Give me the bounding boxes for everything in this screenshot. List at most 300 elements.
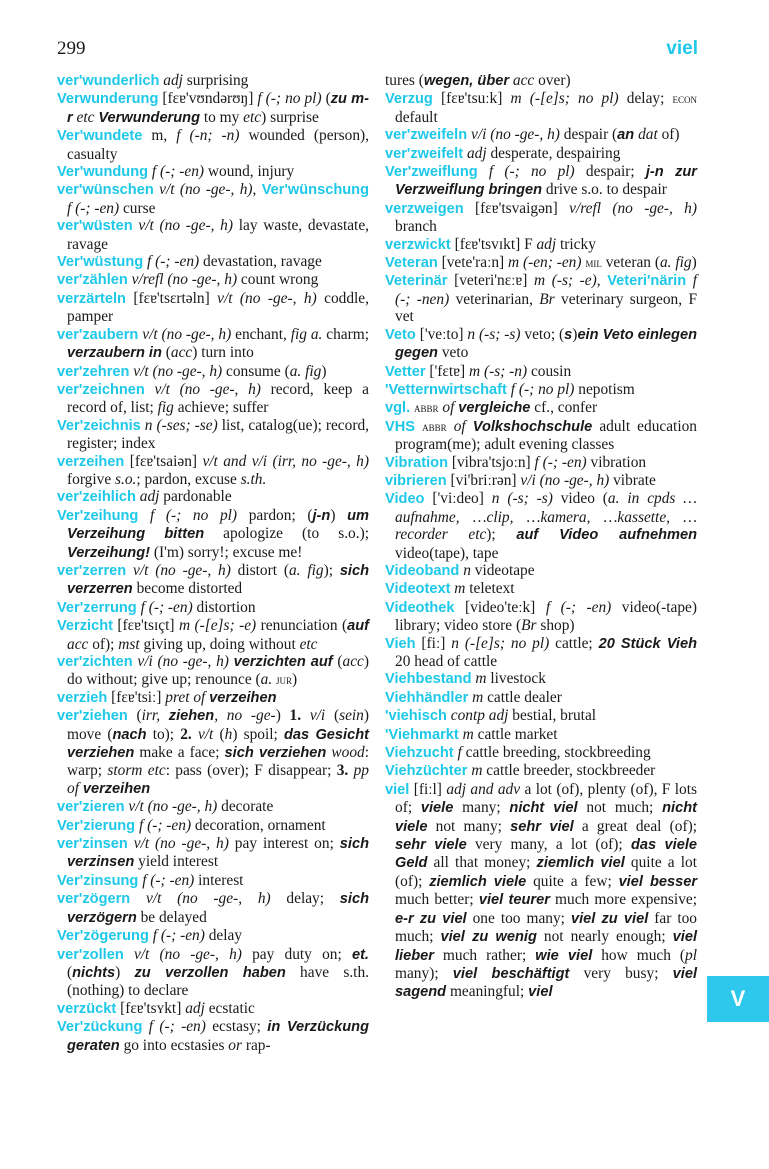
dictionary-entry <box>57 507 369 562</box>
entry-text: forgive <box>67 470 116 488</box>
entry-text <box>301 707 310 724</box>
dictionary-entry <box>57 253 369 271</box>
grammar-label: or <box>228 1036 242 1054</box>
entry-text: ); <box>486 526 517 544</box>
field-label: jur <box>276 672 293 688</box>
headword: Ver'zeichnis <box>57 417 141 434</box>
entry-text: wounded (person), casualty <box>67 127 369 163</box>
grammar-label: v/i (no -ge-, h) <box>471 126 560 144</box>
entry-text: 1. <box>289 707 302 725</box>
grammar-label: Br <box>521 617 537 635</box>
entry-text: of); <box>88 635 119 653</box>
grammar-label: m <box>472 688 484 706</box>
dictionary-entry <box>57 163 369 181</box>
entry-text: [fɛɐ'tsɪçt] <box>112 617 179 635</box>
headword: verzieh <box>57 689 108 706</box>
example-phrase: das Gesicht verziehen <box>67 726 369 762</box>
dictionary-entry <box>385 689 697 707</box>
dictionary-entry <box>57 72 369 90</box>
entry-text: pay interest on; <box>228 835 340 853</box>
dictionary-entry <box>385 744 697 762</box>
headword: ver'wunderlich <box>57 73 160 89</box>
dictionary-entry <box>385 762 697 780</box>
entry-text: over) <box>534 72 571 89</box>
dictionary-entry <box>57 417 369 453</box>
example-phrase: ziemlich viele <box>429 873 527 890</box>
headword: Vieh <box>385 635 416 652</box>
headword: verzückt <box>57 1000 117 1017</box>
entry-text: desperate, despairing <box>486 144 621 162</box>
headword: Veto <box>385 326 416 343</box>
headword: verzärteln <box>57 290 126 307</box>
dictionary-entry <box>385 254 697 272</box>
headword: Ver'wundung <box>57 164 149 181</box>
example-phrase: viel sagend <box>395 965 697 1001</box>
dictionary-entry <box>57 872 369 890</box>
headword: ver'zählen <box>57 272 128 289</box>
dictionary-entry <box>385 200 697 236</box>
entry-text: cousin <box>527 362 572 380</box>
example-phrase: s <box>564 326 573 343</box>
grammar-label: v/t (no -ge-, h) <box>138 217 233 235</box>
dictionary-entry <box>57 817 369 835</box>
headword: Viehzucht <box>385 745 454 762</box>
grammar-label: m <box>462 725 474 743</box>
example-phrase: sich verziehen <box>224 745 327 762</box>
headword: ver'zerren <box>57 562 127 579</box>
grammar-label: adj <box>163 72 183 89</box>
grammar-label: dat <box>638 126 658 144</box>
entry-text: distortion <box>192 598 256 616</box>
example-phrase: 20 Stück Vieh <box>598 635 698 652</box>
entry-text: become distorted <box>132 580 243 598</box>
entry-text: all that money; <box>427 854 537 872</box>
headword: ver'zweifeln <box>385 127 468 144</box>
entry-text: a great deal (of); <box>573 817 697 835</box>
entry-text: default <box>395 108 438 126</box>
entry-text: one too many; <box>466 909 571 927</box>
dictionary-entry <box>385 490 697 562</box>
entry-text: go into ecstasies <box>119 1036 229 1054</box>
grammar-label: mst <box>118 635 140 653</box>
example-phrase: ziehen <box>168 708 215 725</box>
dictionary-entry <box>385 126 697 144</box>
headword: ver'zeihlich <box>57 489 136 506</box>
entry-text: ecstatic <box>204 999 255 1017</box>
example-phrase: auf Video aufnehmen <box>516 527 697 544</box>
entry-text: vibrate <box>609 471 656 489</box>
grammar-label: m (-[e]s; no pl) <box>510 90 619 108</box>
dictionary-entry <box>385 163 697 200</box>
grammar-label: f (-; no pl) <box>510 380 575 398</box>
dictionary-entry <box>385 272 697 325</box>
field-label: abbr <box>414 400 439 416</box>
entry-text: rap- <box>241 1036 271 1054</box>
example-phrase: Volkshochschule <box>472 418 593 435</box>
entry-text: wound, injury <box>204 163 295 181</box>
grammar-label: Br <box>539 290 555 308</box>
running-head: viel <box>666 38 698 59</box>
grammar-label: f (-; no pl) <box>149 506 238 524</box>
example-phrase: viele <box>420 800 454 817</box>
grammar-label: v/i (no -ge-, h) <box>520 471 610 489</box>
grammar-label: acc <box>170 344 193 362</box>
headword: Ver'zerrung <box>57 599 137 616</box>
entry-text <box>145 381 155 398</box>
entry-text: video(tape), tape <box>395 544 499 562</box>
grammar-label: f <box>457 744 462 762</box>
headword: ver'wüsten <box>57 218 133 235</box>
entry-text: achieve; suffer <box>173 399 269 417</box>
example-phrase: viel zu wenig <box>440 929 537 946</box>
entry-text: ['viːdeo] <box>424 490 492 508</box>
entry-text: videotape <box>470 561 535 579</box>
grammar-label: acc <box>342 653 364 670</box>
entry-text <box>138 507 150 524</box>
headword: ver'zehren <box>57 363 130 380</box>
dictionary-entry <box>385 72 697 90</box>
entry-text: tures ( <box>385 72 424 89</box>
headword: viel <box>385 781 410 798</box>
example-phrase: verzaubern in <box>67 345 162 362</box>
grammar-label: v/t (no -ge-, h) <box>133 945 242 963</box>
dictionary-entry <box>57 363 369 381</box>
example-phrase: Verzeihung! <box>67 544 150 561</box>
headword: vibrieren <box>385 472 447 489</box>
grammar-label: fig a. <box>290 325 323 343</box>
entry-text: ) <box>292 671 298 689</box>
field-label: econ <box>672 91 697 107</box>
entry-text: [fiːl] <box>409 780 447 798</box>
headword: 'Viehmarkt <box>385 726 459 743</box>
grammar-label: a. fig <box>288 561 324 579</box>
headword: Ver'zeihung <box>57 507 139 524</box>
entry-text: cattle breeder, stockbreeder <box>482 762 656 780</box>
entry-text: many); <box>395 964 453 982</box>
entry-text: delay; <box>618 90 673 108</box>
entry-text: ); <box>323 561 340 579</box>
grammar-label: v/refl (no -ge-, h) <box>569 199 697 217</box>
dictionary-entry <box>385 145 697 163</box>
entry-text: veterinarian, <box>449 290 540 308</box>
entry-text: ( <box>127 707 142 725</box>
example-phrase: vergleiche <box>458 400 531 417</box>
headword: Verwunderung <box>57 91 159 108</box>
dictionary-entry <box>385 399 697 417</box>
grammar-label: n (-s; -s) <box>491 490 553 508</box>
dictionary-entry <box>57 835 369 872</box>
entry-text: many; <box>453 799 510 817</box>
headword: Ver'zögerung <box>57 928 149 945</box>
dictionary-entry <box>57 653 369 689</box>
entry-text: delay; <box>270 890 340 908</box>
grammar-label: adj <box>139 488 160 506</box>
entry-text <box>466 418 473 435</box>
entry-text: a lot (of), plenty (of), F lots of; <box>395 780 697 817</box>
grammar-label: v/t (no -ge-, h) <box>159 181 253 199</box>
grammar-label: etc <box>243 108 262 126</box>
example-phrase: viel beschäftigt <box>452 965 570 982</box>
entry-text: charm; <box>322 325 370 343</box>
entry-text: , <box>596 272 608 290</box>
example-phrase: nicht viel <box>509 800 578 817</box>
example-phrase: sehr viele <box>395 837 467 854</box>
example-phrase: viel besser <box>618 873 698 890</box>
headword: Ver'wundete <box>57 128 143 145</box>
entry-text: ) move ( <box>67 707 370 743</box>
grammar-label: v/t <box>197 725 214 743</box>
entry-text: [fɛɐ'tsuːk] <box>432 90 511 108</box>
grammar-label: storm etc <box>107 762 166 780</box>
example-phrase: ziemlich viel <box>536 855 625 872</box>
grammar-label: m (-[e]s; -e) <box>178 617 257 635</box>
example-phrase: viel lieber <box>395 929 697 964</box>
grammar-label: pret of <box>165 688 206 706</box>
entry-text: [fɛɐ'vʊndərʊŋ] <box>158 90 258 108</box>
example-phrase: verzeihen <box>82 780 151 797</box>
example-phrase: viel <box>528 984 553 1001</box>
entry-text: veto; ( <box>520 325 565 343</box>
grammar-label: fig <box>157 399 174 417</box>
entry-text: ( <box>213 725 225 743</box>
entry-text: despair; <box>574 163 646 181</box>
entry-text: ) <box>691 254 697 272</box>
grammar-label: m (-s; -n) <box>468 362 528 380</box>
headword: ver'zögern <box>57 891 131 908</box>
dictionary-entry <box>57 689 369 707</box>
example-phrase: wie viel <box>535 947 593 964</box>
grammar-label: v/t (no -ge-, h) <box>133 561 231 579</box>
example-phrase: verzichten auf <box>233 654 333 670</box>
entry-text: be delayed <box>136 908 207 926</box>
headword: Ver'zierung <box>57 817 136 834</box>
entry-text: ) <box>321 362 327 380</box>
example-phrase: das viele Geld <box>395 837 697 872</box>
entry-text: to my <box>199 108 244 126</box>
headword: Ver'wüstung <box>57 254 144 271</box>
headword: 'viehisch <box>385 708 447 725</box>
entry-text: teletext <box>465 580 515 598</box>
left-column <box>57 72 369 1055</box>
entry-text: have s.th. (nothing) to declare <box>67 963 370 1000</box>
entry-text: ) spoil; <box>232 725 284 743</box>
example-phrase: Verwunderung <box>98 109 200 126</box>
headword: Veteran <box>385 255 438 272</box>
entry-text: enchant, <box>231 325 291 343</box>
entry-text: ['fɛtɐ] <box>425 362 469 380</box>
grammar-label: wood <box>331 744 365 762</box>
example-phrase: zu m-r <box>67 91 369 126</box>
entry-text: [fɛɐ'tsiː] <box>107 688 166 706</box>
grammar-label: pl <box>685 946 697 964</box>
entry-text: [vete'raːn] <box>437 254 509 272</box>
grammar-label: a. in cpds …aufnahme, …clip, …kamera, …kassette, …recorder etc <box>395 490 697 544</box>
entry-text: very many, a lot (of); <box>466 836 631 854</box>
entry-text: pardonable <box>159 488 232 506</box>
entry-text: decoration, ornament <box>191 816 326 834</box>
entry-text: pay duty on; <box>241 945 352 963</box>
dictionary-entry <box>385 707 697 725</box>
grammar-label: v/t (no -ge-, h) <box>142 325 232 343</box>
entry-text: surprising <box>182 72 249 89</box>
dictionary-entry <box>57 707 369 798</box>
dictionary-entry <box>385 363 697 381</box>
entry-text: coddle, pamper <box>67 289 369 326</box>
grammar-label: f (-; -en) <box>140 598 193 616</box>
grammar-label: v/t (no -ge-, h) <box>217 289 317 307</box>
grammar-label: f (-; -en) <box>142 871 195 889</box>
dictionary-entry <box>385 90 697 126</box>
grammar-label: v/t (no -ge-, h) <box>133 362 223 380</box>
grammar-label: acc <box>512 72 535 89</box>
grammar-label: f (-; -nen) <box>395 272 697 308</box>
example-phrase: an <box>617 127 635 144</box>
dictionary-entry <box>57 617 369 653</box>
headword: Vibration <box>385 454 448 471</box>
headword: ver'zollen <box>57 946 124 963</box>
entry-text: [vi'briːrən] <box>446 471 521 489</box>
entry-text: veterinary surgeon, F vet <box>395 290 697 326</box>
entry-text: cattle; <box>549 634 599 652</box>
dictionary-entry <box>57 488 369 506</box>
entry-text: ( <box>321 90 331 108</box>
grammar-label: adj <box>536 235 557 253</box>
grammar-label: h <box>224 725 233 743</box>
entry-text: not much; <box>577 799 663 817</box>
entry-text <box>686 272 693 289</box>
dictionary-entry <box>57 326 369 363</box>
grammar-label: f (-; -en) <box>138 816 192 834</box>
field-label: abbr <box>422 418 447 434</box>
grammar-label: f (-; -en) <box>67 199 120 217</box>
dictionary-entry <box>57 1018 369 1055</box>
dictionary-entry <box>57 127 369 163</box>
entry-text: [fɛɐ'tsvaigən] <box>463 199 570 217</box>
entry-text: vibration <box>586 453 647 471</box>
entry-text: make a face; <box>134 744 225 762</box>
grammar-label: f (-; no pl) <box>257 90 322 108</box>
grammar-label: s.o. <box>115 470 137 488</box>
entry-text: tricky <box>556 235 596 253</box>
grammar-label: v/t (no -ge-, h) <box>128 798 218 816</box>
dictionary-entry <box>385 326 697 363</box>
entry-text: ) do without; give up; renounce ( <box>67 653 370 689</box>
entry-text: : pass (over); F disappear; <box>165 762 337 780</box>
grammar-label: adj <box>185 999 205 1017</box>
entry-text: [veteri'nɛːɐ] <box>447 272 534 290</box>
entry-text: to); <box>146 725 181 743</box>
grammar-label: n (-s; -s) <box>467 325 521 343</box>
headword: Verzicht <box>57 618 113 635</box>
example-phrase: verzeihen <box>209 689 277 706</box>
grammar-label: etc <box>299 635 318 653</box>
headword: Ver'zückung <box>57 1019 143 1036</box>
example-phrase: ein Veto einlegen gegen <box>395 326 697 362</box>
headword: verzwickt <box>385 236 451 253</box>
grammar-label: , no -ge- <box>214 707 276 725</box>
headword: Ver'wünschung <box>261 182 369 199</box>
dictionary-entry <box>385 580 697 598</box>
entry-text: ) turn into <box>192 344 254 362</box>
entry-text: [video'teːk] <box>454 598 546 616</box>
entry-text: ) <box>572 325 578 343</box>
headword: verzweigen <box>385 200 464 217</box>
entry-text: interest <box>194 871 244 889</box>
grammar-label: n <box>463 561 471 579</box>
headword: ver'zaubern <box>57 326 139 343</box>
entry-text: [fɛɐ'tsvɪkt] F <box>450 235 537 253</box>
entry-text: curse <box>119 199 156 217</box>
entry-text <box>126 562 133 579</box>
entry-text: cattle dealer <box>483 688 562 706</box>
grammar-label: m <box>475 670 487 688</box>
dictionary-entry <box>385 418 697 454</box>
headword: VHS <box>385 418 416 435</box>
example-phrase: wegen, über <box>423 73 510 89</box>
grammar-label: n (-[e]s; no pl) <box>451 634 550 652</box>
grammar-label: f (-; -en) <box>148 1018 206 1036</box>
example-phrase: sich verzögern <box>67 891 369 926</box>
entry-text: [vibra'tsjoːn] <box>447 453 535 471</box>
headword: Veterinär <box>385 273 448 290</box>
dictionary-entry <box>385 562 697 580</box>
entry-text: ) <box>115 963 135 981</box>
grammar-label: etc <box>76 108 95 126</box>
entry-text <box>130 890 146 907</box>
headword: Verzug <box>385 91 433 108</box>
example-phrase: sich verzinsen <box>67 836 369 871</box>
grammar-label: adj and adv <box>446 780 521 798</box>
thumb-index-tab[interactable]: V <box>707 976 769 1022</box>
entry-text: : warp; <box>67 744 369 780</box>
entry-text: lay waste, devastate, ravage <box>67 217 370 253</box>
dictionary-entry <box>57 890 369 927</box>
grammar-label: f (-; no pl) <box>488 163 575 181</box>
headword: Viehbestand <box>385 671 472 688</box>
grammar-label: v/i (no -ge-, h) <box>137 653 229 670</box>
entry-text: ( <box>67 963 73 981</box>
headword: ver'ziehen <box>57 708 128 725</box>
dictionary-entry <box>57 562 369 599</box>
entry-text <box>447 418 454 435</box>
example-phrase: sich verzerren <box>67 562 370 598</box>
entry-text: distort ( <box>230 561 289 579</box>
grammar-label: irr, <box>141 707 161 725</box>
grammar-label: f (-; -en) <box>151 163 205 181</box>
entry-text: much more expensive; <box>549 891 698 909</box>
example-phrase: viel teurer <box>478 892 550 909</box>
entry-text: yield interest <box>134 853 219 871</box>
grammar-label: pp of <box>67 762 369 797</box>
entry-text: cattle breeding, stockbreeding <box>461 744 651 762</box>
headword: Viehhändler <box>385 689 469 706</box>
entry-text: much better; <box>395 891 479 909</box>
dictionary-entry <box>385 781 697 1002</box>
entry-text: bestial, brutal <box>508 707 597 725</box>
entry-text: far too much; <box>395 909 697 946</box>
entry-text: delay <box>204 927 243 945</box>
entry-text: record, keep a record of, list; <box>67 380 370 417</box>
dictionary-entry <box>57 798 369 816</box>
entry-text: list, catalog(ue); record, register; index <box>67 416 369 453</box>
grammar-label: s.th. <box>240 470 267 488</box>
example-phrase: viel zu viel <box>570 910 649 927</box>
dictionary-entry <box>57 453 369 489</box>
example-phrase: um Verzeihung bitten <box>67 507 370 543</box>
entry-text: veteran ( <box>601 254 660 272</box>
entry-text: giving up, doing without <box>139 635 300 653</box>
dictionary-entry <box>57 271 369 289</box>
